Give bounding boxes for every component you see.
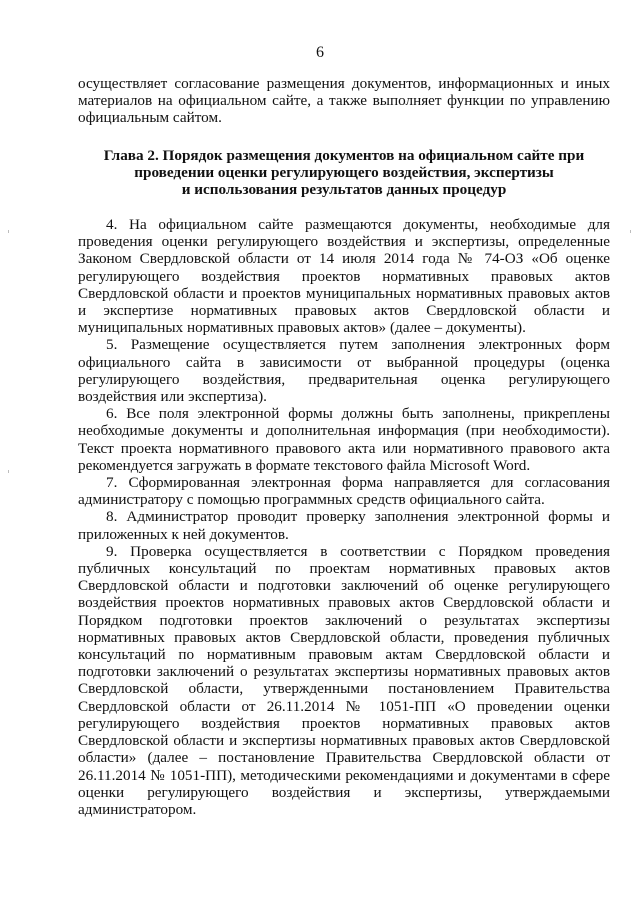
scan-speck bbox=[8, 230, 9, 233]
scan-speck bbox=[630, 230, 631, 233]
paragraph-8: 8. Администратор проводит проверку заполнения электронной формы и приложенных к ней документов. bbox=[78, 508, 610, 543]
body-paragraphs bbox=[78, 216, 610, 818]
chapter-heading-line-2: проведении оценки регулирующего воздействия, экспертизы bbox=[134, 164, 554, 182]
paragraph-9: 9. Проверка осуществляется в соответствии с Порядком проведения публичных консультаций по проектам нормативных правовых актов Свердловской области и подготовки заключений об оценке регулирующего воздействия проектов нормативных правовых актов Свердловской области и Порядком подготовки проектов заключений о результатах экспертизы нормативных правовых актов Свердловской области, проведения публичных консультаций по нормативным правовым актам Свердловской области и подготовки заключений о результатах экспертизы нормативных правовых актов Свердловской области, утвержденными постановлением Правительства Свердловской области от 26.11.2014 № 1051-ПП «О проведении оценки регулирующего воздействия проектов нормативных правовых актов Свердловской области и экспертизы нормативных правовых актов Свердловской области» (далее – постановление Правительства Свердловской области от 26.11.2014 № 1051-ПП), методическими рекомендациями и документами в сфере оценки регулирующего воздействия и экспертизы, утверждаемыми администратором. bbox=[78, 542, 610, 818]
paragraph-5: 5. Размещение осуществляется путем заполнения электронных форм официального сайта в зависимости от выбранной процедуры (оценка регулирующего воздействия, предварительная оценка регулирующего воздействия или экспертиза). bbox=[78, 336, 610, 406]
intro-paragraph bbox=[78, 75, 610, 127]
chapter-heading bbox=[78, 147, 610, 199]
scan-speck bbox=[8, 470, 9, 473]
page-number: 6 bbox=[316, 44, 324, 61]
chapter-heading-line-3: и использования результатов данных процедур bbox=[181, 181, 507, 199]
paragraph-4: 4. На официальном сайте размещаются документы, необходимые для проведения оценки регулирующего воздействия и экспертизы, определенные Законом Свердловской области от 14 июля 2014 года № 74-ОЗ «Об оценке регулирующего воздействия проектов нормативных правовых актов Свердловской области и проектов муниципальных нормативных правовых актов и экспертизе нормативных правовых актов Свердловской области и муниципальных нормативных правовых актов» (далее – документы). bbox=[78, 216, 610, 337]
paragraph-6: 6. Все поля электронной формы должны быть заполнены, прикреплены необходимые документы и дополнительная информация (при необходимости). Текст проекта нормативного правового акта или нормативного правового акта рекомендуется загружать в формате текстового файла Microsoft Word. bbox=[78, 405, 610, 474]
intro-text: осуществляет согласование размещения документов, информационных и иных материалов на официальном сайте, а также выполняет функции по управлению официальным сайтом. bbox=[78, 75, 610, 127]
paragraph-7: 7. Сформированная электронная форма направляется для согласования администратору с помощью программных средств официального сайта. bbox=[78, 474, 610, 509]
chapter-heading-line-1: Глава 2. Порядок размещения документов на официальном сайте при bbox=[103, 147, 585, 164]
